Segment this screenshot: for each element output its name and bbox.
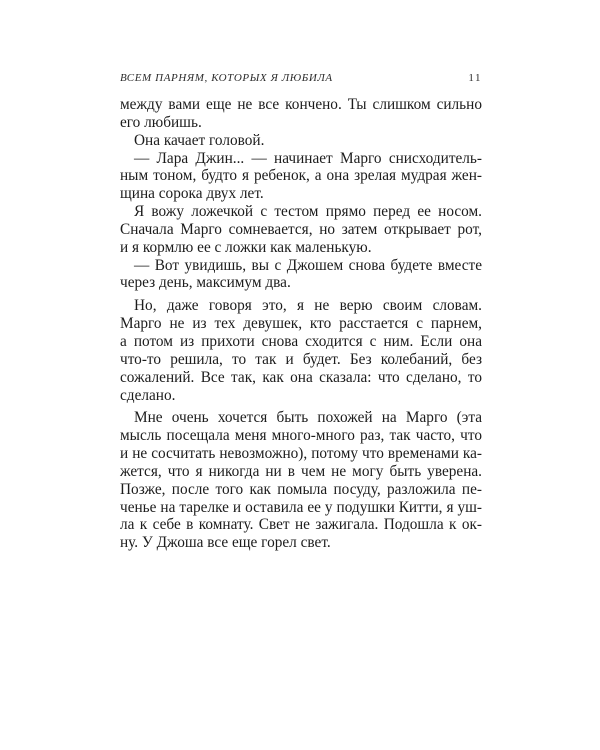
page-number: 11: [468, 72, 482, 84]
text-line: ченье на тарелке и оставила ее у подушки Китти, я уш-: [120, 498, 482, 516]
text-line: щина сорока двух лет.: [120, 185, 264, 203]
text-line: ным тоном, будто я ребенок, а она зрелая мудрая жен-: [120, 167, 482, 185]
text-line: сделано.: [120, 386, 176, 404]
text-line: и я кормлю ее с ложки как маленькую.: [120, 238, 372, 256]
text-line: Сначала Марго сомневается, но затем открывает рот,: [120, 220, 482, 238]
text-line: а потом из прихоти снова сходится с ним. Если она: [120, 332, 482, 350]
running-title: ВСЕМ ПАРНЯМ, КОТОРЫХ Я ЛЮБИЛА: [120, 72, 333, 84]
text-line: Я вожу ложечкой с тестом прямо перед ее носом.: [134, 203, 482, 221]
text-line: Она качает головой.: [134, 131, 265, 149]
text-line: его любишь.: [120, 113, 202, 131]
text-line: — Лара Джин... — начинает Марго снисходитель-: [134, 149, 482, 167]
text-line: — Вот увидишь, вы с Джошем снова будете вместе: [134, 256, 482, 274]
text-line: сожалений. Все так, как она сказала: что сделано, то: [120, 368, 482, 386]
running-head: [120, 72, 482, 88]
body-text: [120, 96, 482, 552]
text-line: Мне очень хочется быть похожей на Марго (эта: [134, 409, 482, 427]
text-line: между вами еще не все кончено. Ты слишком сильно: [120, 96, 482, 113]
text-line: Марго не из тех девушек, кто расстается с парнем,: [120, 315, 482, 333]
text-line: что-то решила, то так и будет. Без колебаний, без: [120, 350, 482, 368]
text-line: и не сосчитать невозможно), потому что временами ка-: [120, 445, 482, 463]
text-line: Позже, после того как помыла посуду, разложила пе-: [120, 480, 482, 498]
text-line: Но, даже говоря это, я не верю своим словам.: [134, 297, 482, 315]
text-line: ну. У Джоша все еще горел свет.: [120, 534, 331, 552]
text-line: мысль посещала меня много-много раз, так часто, что: [120, 427, 482, 445]
text-line: через день, максимум два.: [120, 274, 291, 292]
text-line: жется, что я никогда ни в чем не могу быть уверена.: [120, 462, 482, 480]
text-line: ла к себе в комнату. Свет не зажигала. Подошла к ок-: [120, 516, 482, 534]
